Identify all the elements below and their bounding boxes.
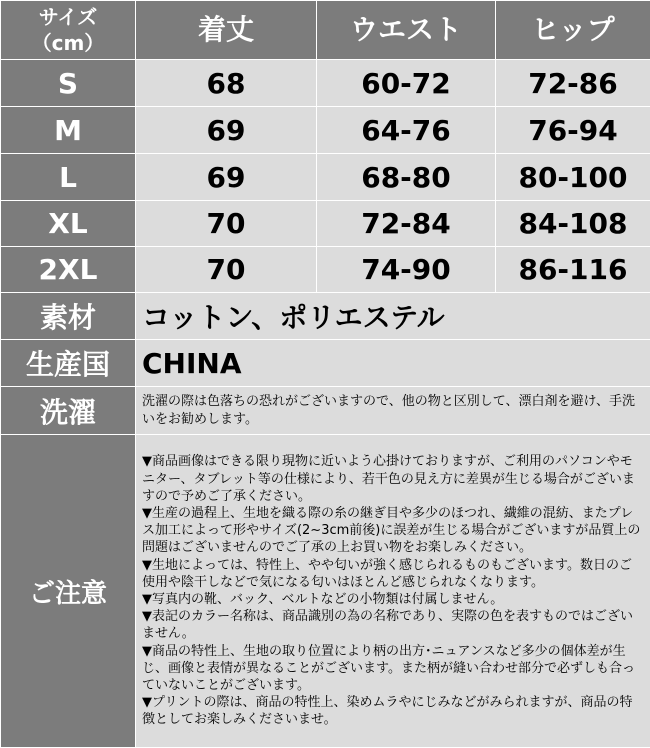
unit-header-label: （cm） bbox=[31, 31, 105, 55]
size-label: 2XL bbox=[1, 247, 136, 293]
note-item: ▼生産の過程上、生地を織る際の糸の継ぎ目や多少のほつれ、繊維の混紡、またプレス加工によって形やサイズ(2~3cm前後)に誤差が生じる場合がございますが品質上の問題はございませんのでご了承の上お買い物をお楽しみください。 bbox=[142, 505, 641, 556]
note-item: ▼商品の特性上、生地の取り位置により柄の出方･ニュアンスなど多少の個体差が生じ、画像と表情が異なることがございます。また柄が縫い合わせ部分で必ずしも合っていないことがございます。 bbox=[142, 643, 635, 694]
hip-value: 76-94 bbox=[496, 107, 650, 154]
hip-value: 72-86 bbox=[496, 60, 650, 107]
size-row-2xl bbox=[1, 247, 650, 293]
notes-row bbox=[1, 435, 650, 748]
hip-header: ヒップ bbox=[496, 1, 650, 60]
length-header: 着丈 bbox=[136, 1, 317, 60]
notes-list bbox=[136, 435, 650, 748]
washing-label: 洗濯 bbox=[1, 387, 136, 435]
origin-value: CHINA bbox=[136, 340, 650, 387]
size-label: L bbox=[1, 154, 136, 201]
waist-header: ウエスト bbox=[317, 1, 496, 60]
note-item: ▼表記のカラー名称は、商品識別の為の名称であり、実際の色を表すものではございません。 bbox=[142, 609, 633, 642]
length-value: 70 bbox=[136, 247, 317, 293]
size-row-m bbox=[1, 107, 650, 154]
hip-value: 84-108 bbox=[496, 201, 650, 247]
size-label: S bbox=[1, 60, 136, 107]
notes-label: ご注意 bbox=[1, 435, 136, 748]
note-item: ▼商品画像はできる限り現物に近いよう心掛けておりますが、ご利用のパソコンやモニター、タブレット等の仕様により、若干色の見え方に差異が生じる場合がございますので予めご了承ください。 bbox=[142, 454, 635, 504]
size-unit-header bbox=[1, 1, 136, 60]
waist-value: 74-90 bbox=[317, 247, 496, 293]
waist-value: 64-76 bbox=[317, 107, 496, 154]
origin-label: 生産国 bbox=[1, 340, 136, 387]
washing-row bbox=[1, 387, 650, 435]
note-item: ▼生地によっては、特性上、やや匂いが強く感じられるものもございます。数日のご使用や陰干しなどで気になる匂いはほとんど感じられなくなります。 bbox=[142, 557, 632, 590]
waist-value: 60-72 bbox=[317, 60, 496, 107]
material-label: 素材 bbox=[1, 293, 136, 340]
header-row bbox=[1, 1, 650, 60]
length-value: 70 bbox=[136, 201, 317, 247]
length-value: 69 bbox=[136, 154, 317, 201]
length-value: 69 bbox=[136, 107, 317, 154]
washing-text: 洗濯の際は色落ちの恐れがございますので、他の物と区別して、漂白剤を避け、手洗いをお勧めします。 bbox=[136, 387, 650, 435]
size-row-l bbox=[1, 154, 650, 201]
waist-value: 68-80 bbox=[317, 154, 496, 201]
material-row bbox=[1, 293, 650, 340]
size-row-s bbox=[1, 60, 650, 107]
size-label: M bbox=[1, 107, 136, 154]
note-item: ▼写真内の靴、バック、ベルトなどの小物類は付属しません。 bbox=[142, 592, 504, 607]
hip-value: 80-100 bbox=[496, 154, 650, 201]
size-row-xl bbox=[1, 201, 650, 247]
material-value: コットン、ポリエステル bbox=[136, 293, 650, 340]
size-header-label: サイズ bbox=[38, 5, 98, 29]
length-value: 68 bbox=[136, 60, 317, 107]
origin-row bbox=[1, 340, 650, 387]
waist-value: 72-84 bbox=[317, 201, 496, 247]
hip-value: 86-116 bbox=[496, 247, 650, 293]
size-label: XL bbox=[1, 201, 136, 247]
note-item: ▼プリントの際は、商品の特性上、染めムラやにじみなどがみられますが、商品の特徴としてお楽しみくださいませ。 bbox=[142, 695, 633, 728]
